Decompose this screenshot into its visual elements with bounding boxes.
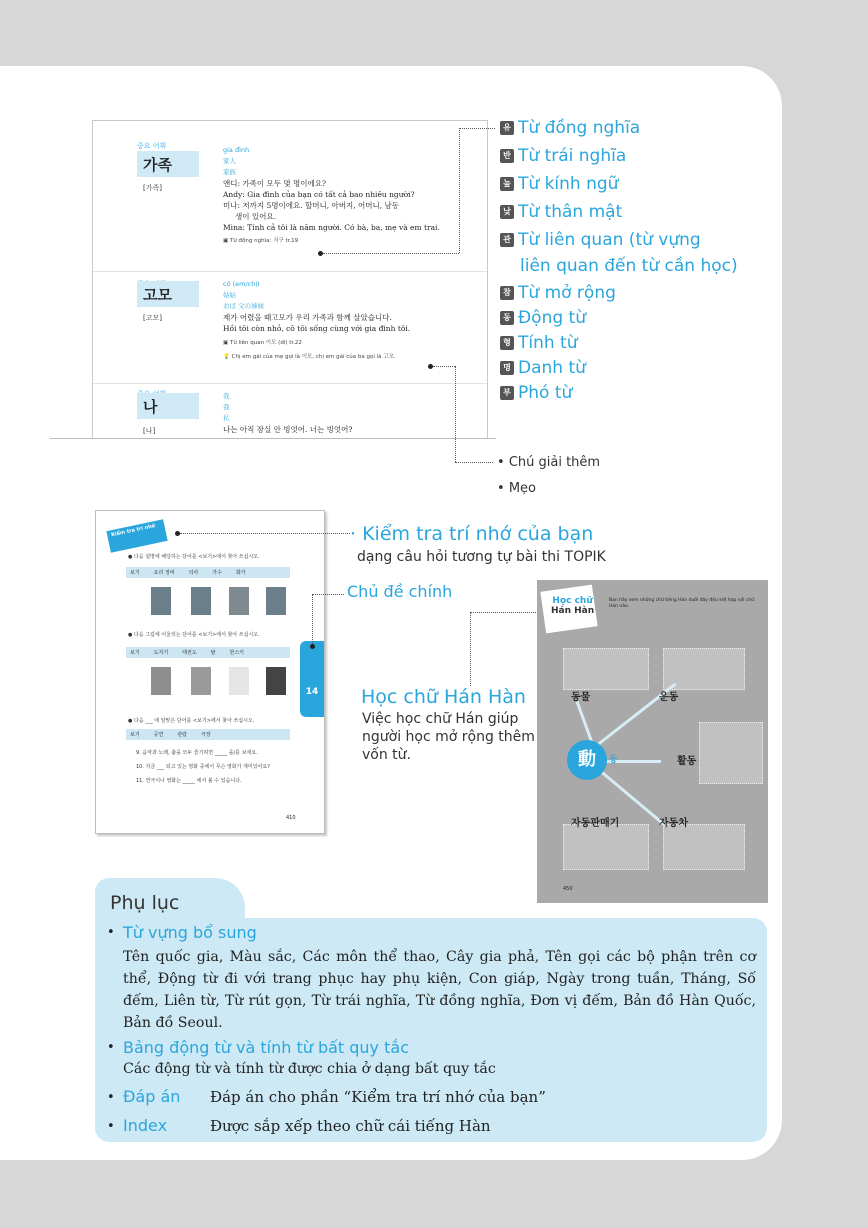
node-label: 동물: [571, 692, 591, 703]
entry-body: 我 我 私 나는 아직 잠실 안 빙엇어. 너는 빙엇어?: [223, 392, 353, 434]
appendix-item-body: Được sắp xếp theo chữ cái tiếng Hàn: [210, 1117, 491, 1135]
appendix-item-head: Index: [123, 1116, 168, 1135]
verb-icon: 동: [500, 311, 514, 325]
note-tip: • Mẹo: [497, 481, 536, 496]
legend-honorific: 높 Từ kính ngữ: [500, 174, 618, 194]
memory-ribbon: Kiểm tra trí nhớ: [106, 519, 167, 553]
legend-adjective: 형 Tính từ: [500, 333, 578, 353]
synonym-icon: 유: [500, 121, 514, 135]
legend-related-cont: liên quan đến từ cần học): [520, 256, 738, 276]
han-card-title: Học chữ Hán Hàn: [551, 596, 595, 616]
han-character-sample: Học chữ Hán Hàn Bạn hãy xem những chữ tiếng Hàn dưới đây đều kết hợp với chữ Hán nào. 動 동 동물 운동 활동 자동판매기 자동차 450: [537, 580, 768, 903]
noun-icon: 명: [500, 361, 514, 375]
entry-pron: [고모]: [143, 314, 162, 322]
related-icon: 관: [500, 233, 514, 247]
han-title: Học chữ Hán Hàn: [361, 686, 526, 708]
memory-check-sample: Kiểm tra trí nhớ ● 다음 설명에 해당하는 단어를 <보기>에서 찾아 쓰십시오. 보기 요리 정비 의사 가수 화가 ● 다음 그림에 어울리는 단어를 <보기>에서 찾아 쓰십시오. 보기 도자기 태권도 탈 한스키 ● 다음 ___ 에 알맞은 단어를 <보기>에서 찾아 쓰십시오. 보기 공연 관람 극장 9. 음악과 노래, 춤을 모두 즐기려면 _____ 을/를 보세요. 10. 지금 ___ 되고 있는 영화 중에서 무슨 영화가 재미있어요? 11. 연극이나 영화는 _____ 에서 볼 수 있습니다. 14 410: [95, 510, 325, 834]
main-topic-label: Chủ đề chính: [347, 582, 453, 601]
appendix-item-body: Tên quốc gia, Màu sắc, Các môn thể thao, Cây gia phả, Tên gọi các bộ phận trên cơ thể, Động từ đi với trang phục hay phụ kiện, Con giáp, Ngày trong tuần, Tháng, Số đếm, Liên từ, Từ rút gọn, Từ trái nghĩa, Từ đồng nghĩa, Đơn vị đếm, Bản đồ Hàn Quốc, Bản đồ Seoul.: [123, 949, 756, 1031]
legend-verb: 동 Động từ: [500, 308, 586, 328]
connector-dot: [310, 644, 315, 649]
note-extra: • Chú giải thêm: [497, 455, 601, 470]
appendix-item-body: Các động từ và tính từ được chia ở dạng bất quy tắc: [123, 1061, 496, 1077]
entry-body: cô (em/chị) 姑姑 おば 父の姉妹 제가 어렸을 때고모가 우리 가족과 함께 살았습니다. Hồi tôi còn nhỏ, cô tôi sống cùng với gia đình tôi. ▣ Từ liên quan 이모 (dì) tr.22 💡 Chị em gái của mẹ gọi là 이모, chị em gái của ba gọi là 고모.: [223, 280, 411, 360]
honorific-icon: 높: [500, 177, 514, 191]
memory-check-title: · Kiểm tra trí nhớ của bạn: [350, 523, 594, 545]
dictionary-sample: [92, 120, 488, 439]
entry-word: 가족: [143, 156, 172, 174]
center-character: 動: [567, 740, 607, 780]
appendix-item-body: Đáp án cho phần “Kiểm tra trí nhớ của bạn”: [210, 1088, 546, 1106]
legend-casual: 낮 Từ thân mật: [500, 202, 622, 222]
entry-pron: [가족]: [143, 184, 162, 192]
extended-icon: 참: [500, 286, 514, 300]
entry-tag: 중요 어휘: [137, 142, 167, 150]
appendix-item-head: Bảng động từ và tính từ bất quy tắc: [123, 1038, 409, 1057]
legend-extended: 참 Từ mở rộng: [500, 283, 616, 303]
legend-related: 관 Từ liên quan (từ vựng: [500, 230, 701, 250]
han-desc: Việc học chữ Hán giúp người học mở rộng thêm vốn từ.: [362, 711, 535, 763]
legend-adverb: 부 Phó từ: [500, 383, 572, 403]
node-label: 활동: [677, 756, 697, 767]
chapter-tab: 14: [300, 641, 324, 717]
appendix-item-head: Đáp án: [123, 1087, 181, 1106]
antonym-icon: 반: [500, 149, 514, 163]
appendix-title: Phụ lục: [110, 892, 180, 914]
divider: [50, 438, 496, 439]
memory-check-subtitle: dạng câu hỏi tương tự bài thi TOPIK: [357, 549, 606, 565]
entry-pron: [나]: [143, 427, 156, 435]
legend-synonym: 유 Từ đồng nghĩa: [500, 118, 640, 138]
entry-word: 고모: [143, 286, 172, 304]
casual-icon: 낮: [500, 205, 514, 219]
appendix-item-head: Từ vựng bổ sung: [123, 923, 257, 942]
page-number: 450: [563, 886, 573, 892]
adverb-icon: 부: [500, 386, 514, 400]
page-number: 410: [286, 815, 296, 821]
legend-antonym: 반 Từ trái nghĩa: [500, 146, 626, 166]
adjective-icon: 형: [500, 336, 514, 350]
node-label: 운동: [659, 692, 679, 703]
node-label: 자동판매기: [571, 818, 620, 829]
entry-body: gia đình 家人 家族 앤디: 가족이 모두 몇 명이에요? Andy: Gia đình của bạn có tất cả bao nhiêu người? 미나: 저까지 5명이에요. 할머니, 아버지, 어머니, 남동 생이 있어요. Mina: Tính cả tôi là năm người. Có bà, ba, mẹ và em trai. ▣ Từ đồng nghĩa: 식구 tr.19: [223, 146, 440, 244]
node-label: 자동차: [659, 818, 688, 829]
appendix-panel: • Từ vựng bổ sung Tên quốc gia, Màu sắc, Các môn thể thao, Cây gia phả, Tên gọi các bộ phận trên cơ thể, Động từ đi với trang phục hay phụ kiện, Con giáp, Ngày trong tuần, Tháng, Số đếm, Liên từ, Từ rút gọn, Từ trái nghĩa, Từ đồng nghĩa, Đơn vị đếm, Bản đồ Hàn Quốc, Bản đồ Seoul. • Bảng động từ và tính từ bất quy tắc Các động từ và tính từ được chia ở dạng bất quy tắc • Đáp án Đáp án cho phần “Kiểm tra trí nhớ của bạn” • Index Được sắp xếp theo chữ cái tiếng Hàn: [95, 918, 767, 1142]
entry-word: 나: [143, 398, 158, 416]
legend-noun: 명 Danh từ: [500, 358, 586, 378]
